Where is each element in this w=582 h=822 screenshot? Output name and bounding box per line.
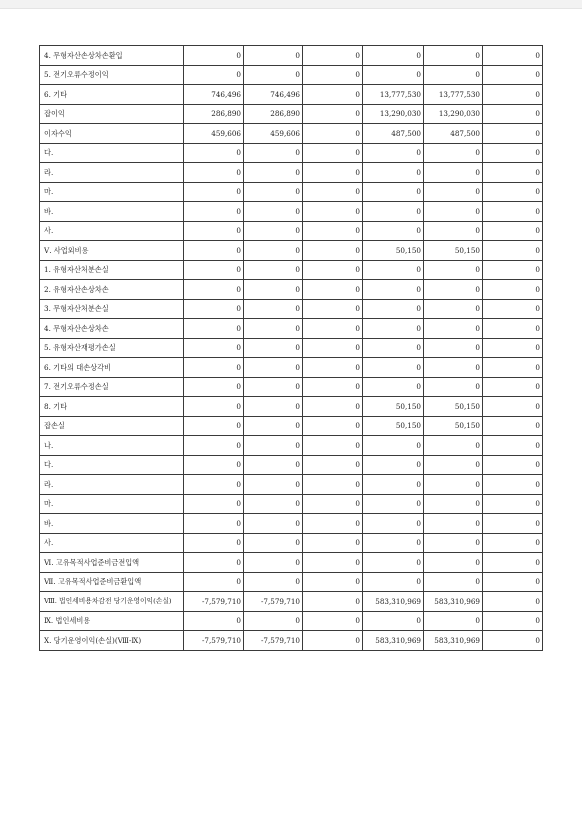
value-cell: 0	[303, 338, 363, 358]
value-cell: 487,500	[363, 124, 424, 144]
table-row	[40, 338, 543, 358]
value-cell: 286,890	[184, 104, 244, 124]
value-cell: 0	[483, 416, 543, 436]
row-label: Ⅶ. 고유목적사업준비금환입액	[40, 572, 184, 592]
value-cell: 0	[424, 65, 483, 85]
value-cell: 0	[483, 163, 543, 183]
value-cell: 0	[303, 455, 363, 475]
value-cell: 0	[184, 455, 244, 475]
value-cell: 50,150	[424, 241, 483, 261]
value-cell: 0	[303, 475, 363, 495]
table-row	[40, 202, 543, 222]
value-cell: 0	[303, 202, 363, 222]
value-cell: 0	[363, 455, 424, 475]
value-cell: 0	[424, 494, 483, 514]
value-cell: 0	[244, 553, 303, 573]
table-row	[40, 514, 543, 534]
value-cell: 0	[424, 533, 483, 553]
row-label: 잡손실	[40, 416, 184, 436]
value-cell: 0	[244, 65, 303, 85]
value-cell: 0	[483, 182, 543, 202]
value-cell: 0	[363, 494, 424, 514]
value-cell: 0	[424, 455, 483, 475]
value-cell: 13,777,530	[363, 85, 424, 105]
value-cell: 0	[244, 533, 303, 553]
value-cell: 0	[424, 280, 483, 300]
value-cell: 0	[244, 397, 303, 417]
value-cell: 0	[424, 163, 483, 183]
row-label: 5. 유형자산재평가손실	[40, 338, 184, 358]
value-cell: 0	[184, 436, 244, 456]
value-cell: 13,777,530	[424, 85, 483, 105]
table-row	[40, 631, 543, 651]
value-cell: 0	[424, 46, 483, 66]
row-label: Ⅷ. 법인세비용차감전 당기운영이익(손실)	[40, 592, 184, 612]
value-cell: 0	[184, 514, 244, 534]
value-cell: 0	[303, 299, 363, 319]
value-cell: 50,150	[363, 241, 424, 261]
value-cell: 0	[424, 319, 483, 339]
value-cell: 0	[363, 436, 424, 456]
value-cell: 0	[303, 494, 363, 514]
table-body	[40, 46, 543, 651]
table-row	[40, 85, 543, 105]
value-cell: 583,310,969	[363, 592, 424, 612]
value-cell: 0	[244, 611, 303, 631]
row-label: 4. 무형자산손상차손환입	[40, 46, 184, 66]
value-cell: 0	[244, 221, 303, 241]
value-cell: 0	[303, 65, 363, 85]
value-cell: 0	[303, 631, 363, 651]
value-cell: 0	[184, 338, 244, 358]
value-cell: 0	[483, 202, 543, 222]
value-cell: 0	[363, 358, 424, 378]
value-cell: 0	[424, 436, 483, 456]
table-row	[40, 163, 543, 183]
value-cell: 0	[424, 202, 483, 222]
value-cell: 0	[244, 494, 303, 514]
value-cell: 0	[363, 221, 424, 241]
row-label: 7. 전기오류수정손실	[40, 377, 184, 397]
value-cell: 0	[184, 202, 244, 222]
value-cell: 746,496	[244, 85, 303, 105]
row-label: 4. 무형자산손상차손	[40, 319, 184, 339]
value-cell: 0	[184, 280, 244, 300]
value-cell: 459,606	[244, 124, 303, 144]
value-cell: 0	[244, 202, 303, 222]
table-row	[40, 143, 543, 163]
value-cell: 0	[483, 611, 543, 631]
value-cell: 0	[303, 436, 363, 456]
value-cell: 0	[244, 436, 303, 456]
row-label: 이자수익	[40, 124, 184, 144]
value-cell: 0	[184, 299, 244, 319]
value-cell: 0	[363, 553, 424, 573]
value-cell: 13,290,030	[363, 104, 424, 124]
value-cell: 0	[424, 514, 483, 534]
value-cell: 0	[363, 514, 424, 534]
value-cell: 0	[244, 280, 303, 300]
value-cell: 50,150	[363, 416, 424, 436]
value-cell: 0	[483, 592, 543, 612]
value-cell: 0	[184, 533, 244, 553]
table-row	[40, 319, 543, 339]
value-cell: 0	[184, 572, 244, 592]
row-label: Ⅸ. 법인세비용	[40, 611, 184, 631]
value-cell: 0	[303, 46, 363, 66]
value-cell: 0	[424, 377, 483, 397]
value-cell: 0	[184, 319, 244, 339]
value-cell: 0	[424, 611, 483, 631]
row-label: Ⅴ. 사업외비용	[40, 241, 184, 261]
value-cell: 0	[244, 338, 303, 358]
value-cell: 0	[363, 182, 424, 202]
value-cell: 0	[244, 241, 303, 261]
value-cell: 0	[184, 611, 244, 631]
row-label: 6. 기타	[40, 85, 184, 105]
value-cell: 0	[483, 436, 543, 456]
value-cell: 0	[483, 455, 543, 475]
value-cell: 0	[483, 260, 543, 280]
value-cell: 0	[184, 397, 244, 417]
value-cell: 0	[184, 553, 244, 573]
value-cell: 0	[244, 572, 303, 592]
table-row	[40, 260, 543, 280]
table-row	[40, 124, 543, 144]
table-row	[40, 475, 543, 495]
value-cell: 0	[303, 182, 363, 202]
value-cell: 0	[184, 358, 244, 378]
value-cell: 0	[303, 221, 363, 241]
value-cell: 0	[483, 358, 543, 378]
value-cell: 0	[363, 280, 424, 300]
value-cell: 0	[483, 572, 543, 592]
value-cell: -7,579,710	[184, 631, 244, 651]
value-cell: 0	[424, 143, 483, 163]
value-cell: 0	[424, 260, 483, 280]
table-row	[40, 572, 543, 592]
row-label: 3. 무형자산처분손실	[40, 299, 184, 319]
value-cell: 583,310,969	[424, 592, 483, 612]
value-cell: 0	[303, 514, 363, 534]
value-cell: 583,310,969	[424, 631, 483, 651]
value-cell: 583,310,969	[363, 631, 424, 651]
table-row	[40, 533, 543, 553]
row-label: 바.	[40, 202, 184, 222]
value-cell: 286,890	[244, 104, 303, 124]
value-cell: 0	[244, 182, 303, 202]
table-row	[40, 104, 543, 124]
value-cell: 0	[244, 319, 303, 339]
table-row	[40, 280, 543, 300]
value-cell: 0	[483, 319, 543, 339]
value-cell: 0	[184, 494, 244, 514]
value-cell: 0	[363, 299, 424, 319]
value-cell: 0	[244, 143, 303, 163]
value-cell: 0	[424, 299, 483, 319]
row-label: 라.	[40, 475, 184, 495]
value-cell: 0	[303, 260, 363, 280]
value-cell: 0	[244, 358, 303, 378]
value-cell: 0	[363, 572, 424, 592]
row-label: 나.	[40, 436, 184, 456]
value-cell: -7,579,710	[184, 592, 244, 612]
value-cell: 0	[184, 260, 244, 280]
value-cell: 0	[483, 85, 543, 105]
value-cell: 0	[483, 338, 543, 358]
value-cell: 0	[244, 163, 303, 183]
table-row	[40, 436, 543, 456]
row-label: 잡이익	[40, 104, 184, 124]
row-label: 1. 유형자산처분손실	[40, 260, 184, 280]
value-cell: 0	[483, 631, 543, 651]
value-cell: 0	[363, 202, 424, 222]
table-row	[40, 65, 543, 85]
value-cell: 0	[184, 221, 244, 241]
value-cell: 0	[424, 553, 483, 573]
value-cell: 0	[483, 475, 543, 495]
table-row	[40, 592, 543, 612]
value-cell: 0	[244, 416, 303, 436]
value-cell: 50,150	[363, 397, 424, 417]
value-cell: 0	[303, 143, 363, 163]
value-cell: 0	[184, 182, 244, 202]
value-cell: 0	[424, 572, 483, 592]
viewer-top-bar	[0, 0, 582, 9]
value-cell: 0	[244, 475, 303, 495]
row-label: Ⅹ. 당기운영이익(손실)(Ⅷ-Ⅸ)	[40, 631, 184, 651]
table-row	[40, 397, 543, 417]
value-cell: 0	[303, 592, 363, 612]
value-cell: 0	[303, 611, 363, 631]
value-cell: 746,496	[184, 85, 244, 105]
value-cell: 0	[483, 143, 543, 163]
value-cell: 0	[363, 533, 424, 553]
value-cell: 0	[303, 416, 363, 436]
value-cell: 0	[483, 553, 543, 573]
value-cell: 0	[363, 475, 424, 495]
value-cell: 50,150	[424, 397, 483, 417]
value-cell: 0	[303, 319, 363, 339]
value-cell: 0	[303, 163, 363, 183]
value-cell: 0	[363, 319, 424, 339]
row-label: 다.	[40, 143, 184, 163]
value-cell: 0	[244, 299, 303, 319]
value-cell: 0	[483, 377, 543, 397]
value-cell: 50,150	[424, 416, 483, 436]
value-cell: 0	[303, 280, 363, 300]
value-cell: 0	[184, 46, 244, 66]
value-cell: 0	[363, 143, 424, 163]
value-cell: 0	[303, 553, 363, 573]
table-row	[40, 221, 543, 241]
table-row	[40, 377, 543, 397]
table-row	[40, 494, 543, 514]
value-cell: 0	[303, 377, 363, 397]
row-label: Ⅵ. 고유목적사업준비금전입액	[40, 553, 184, 573]
value-cell: 0	[483, 397, 543, 417]
value-cell: 0	[363, 65, 424, 85]
table-row	[40, 182, 543, 202]
value-cell: 0	[244, 377, 303, 397]
value-cell: 0	[184, 163, 244, 183]
value-cell: 0	[184, 241, 244, 261]
table-row	[40, 455, 543, 475]
row-label: 8. 기타	[40, 397, 184, 417]
value-cell: 0	[424, 182, 483, 202]
value-cell: 0	[424, 221, 483, 241]
row-label: 사.	[40, 533, 184, 553]
row-label: 다.	[40, 455, 184, 475]
row-label: 마.	[40, 494, 184, 514]
value-cell: 0	[483, 124, 543, 144]
value-cell: 0	[363, 163, 424, 183]
row-label: 마.	[40, 182, 184, 202]
value-cell: 0	[184, 377, 244, 397]
value-cell: 0	[303, 85, 363, 105]
value-cell: 0	[483, 104, 543, 124]
value-cell: 0	[424, 358, 483, 378]
table-row	[40, 46, 543, 66]
value-cell: 0	[303, 241, 363, 261]
table-row	[40, 553, 543, 573]
value-cell: 0	[363, 377, 424, 397]
value-cell: 0	[363, 260, 424, 280]
value-cell: 0	[483, 65, 543, 85]
value-cell: 0	[303, 572, 363, 592]
value-cell: 0	[483, 280, 543, 300]
value-cell: 0	[303, 124, 363, 144]
value-cell: 0	[483, 46, 543, 66]
value-cell: 0	[483, 221, 543, 241]
value-cell: 0	[363, 46, 424, 66]
value-cell: 0	[483, 514, 543, 534]
table-row	[40, 241, 543, 261]
value-cell: 0	[244, 46, 303, 66]
value-cell: 0	[483, 494, 543, 514]
value-cell: 0	[244, 260, 303, 280]
value-cell: 0	[303, 397, 363, 417]
table-row	[40, 611, 543, 631]
value-cell: 0	[303, 104, 363, 124]
value-cell: 13,290,030	[424, 104, 483, 124]
value-cell: 0	[483, 533, 543, 553]
value-cell: 0	[184, 416, 244, 436]
row-label: 6. 기타의 대손상각비	[40, 358, 184, 378]
table-row	[40, 358, 543, 378]
value-cell: 459,606	[184, 124, 244, 144]
value-cell: 0	[303, 533, 363, 553]
value-cell: 0	[483, 241, 543, 261]
row-label: 사.	[40, 221, 184, 241]
value-cell: 0	[363, 338, 424, 358]
value-cell: -7,579,710	[244, 592, 303, 612]
value-cell: 0	[303, 358, 363, 378]
value-cell: 0	[244, 514, 303, 534]
row-label: 2. 유형자산손상차손	[40, 280, 184, 300]
value-cell: 0	[184, 475, 244, 495]
value-cell: 0	[424, 338, 483, 358]
financial-statement-table	[39, 45, 543, 651]
value-cell: 0	[184, 65, 244, 85]
row-label: 바.	[40, 514, 184, 534]
value-cell: -7,579,710	[244, 631, 303, 651]
row-label: 5. 전기오류수정이익	[40, 65, 184, 85]
value-cell: 0	[363, 611, 424, 631]
value-cell: 0	[184, 143, 244, 163]
value-cell: 0	[483, 299, 543, 319]
table-row	[40, 299, 543, 319]
table-row	[40, 416, 543, 436]
value-cell: 0	[424, 475, 483, 495]
value-cell: 0	[244, 455, 303, 475]
row-label: 라.	[40, 163, 184, 183]
value-cell: 487,500	[424, 124, 483, 144]
